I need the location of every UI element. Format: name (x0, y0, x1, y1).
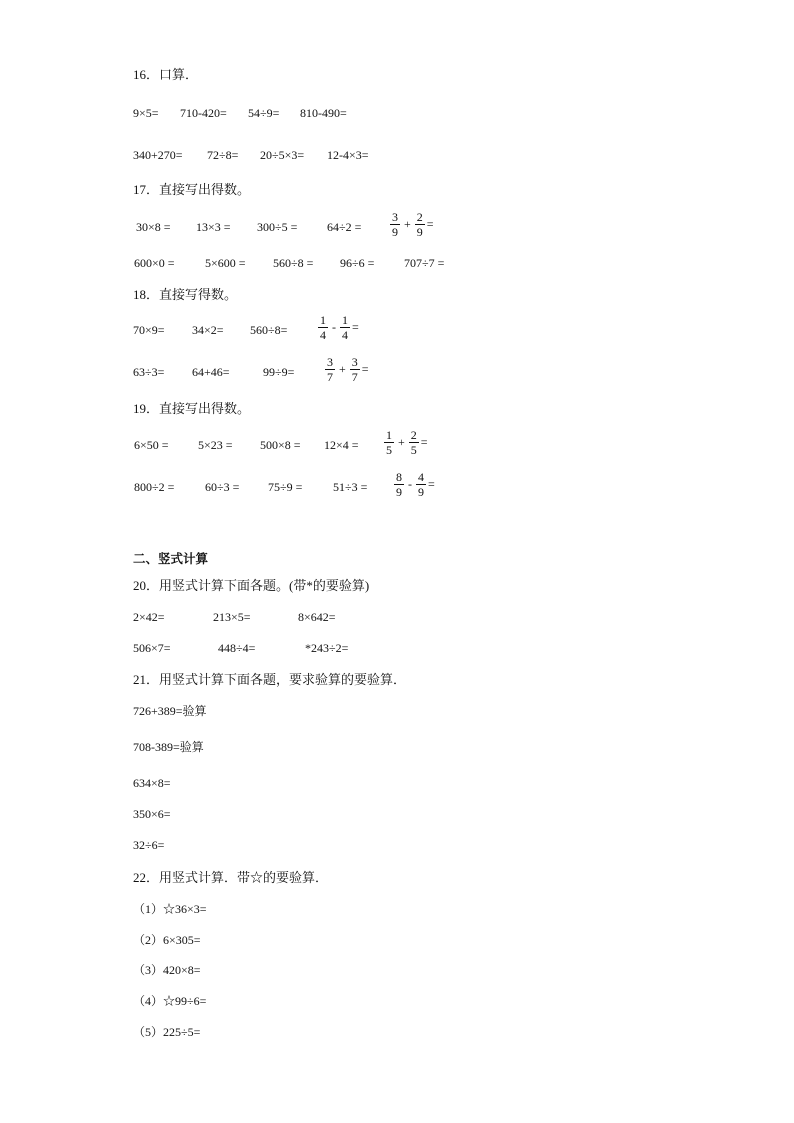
q20-title: 20．用竖式计算下面各题。(带*的要验算) (133, 578, 370, 593)
q21-item2: 708-389=验算 (133, 740, 204, 754)
q19-r1-item3: 500×8 = (260, 438, 301, 452)
operator: - (332, 320, 336, 334)
q17-title: 17．直接写出得数。 (133, 182, 251, 197)
fraction (394, 470, 404, 499)
q22-item3: （3）420×8= (133, 963, 201, 977)
fraction (350, 355, 360, 384)
denominator: 5 (386, 443, 392, 457)
q18-r2-fraction-expr (323, 355, 369, 384)
q18-r2-item3: 99÷9= (263, 365, 295, 379)
q17-r1-item4: 64÷2 = (327, 220, 362, 234)
q16-title: 16．口算． (133, 67, 199, 82)
denominator: 7 (351, 370, 358, 384)
q22-title: 22．用竖式计算．带☆的要验算． (133, 870, 329, 885)
q16-r1-item2: 710-420= (180, 106, 227, 120)
q20-r1-item3: 8×642= (298, 610, 336, 624)
q19-r1-item1: 6×50 = (134, 438, 169, 452)
fraction (409, 428, 419, 457)
q17-r2-item3: 560÷8 = (273, 256, 314, 270)
q16-r2-item2: 72÷8= (207, 148, 239, 162)
numerator: 1 (386, 428, 392, 442)
q18-r1-item1: 70×9= (133, 323, 165, 337)
operator: + (404, 217, 411, 231)
q17-r2-item1: 600×0 = (134, 256, 175, 270)
q16-r1-item4: 810-490= (300, 106, 347, 120)
q18-title: 18．直接写得数。 (133, 287, 238, 302)
numerator: 2 (410, 428, 417, 442)
q21-item1: 726+389=验算 (133, 704, 207, 718)
q16-r2-item1: 340+270= (133, 148, 183, 162)
numerator: 3 (351, 355, 358, 369)
q16-r1-item3: 54÷9= (248, 106, 280, 120)
fraction (390, 210, 400, 239)
q19-r1-item4: 12×4 = (324, 438, 359, 452)
q18-r1-item2: 34×2= (192, 323, 224, 337)
numerator: 1 (342, 313, 348, 327)
q20-r2-item1: 506×7= (133, 641, 171, 655)
denominator: 5 (410, 443, 417, 457)
q16-r2-item3: 20÷5×3= (260, 148, 305, 162)
q19-r2-item1: 800÷2 = (134, 480, 175, 494)
operator: + (398, 435, 405, 449)
q18-r2-item1: 63÷3= (133, 365, 165, 379)
q17-r2-item2: 5×600 = (205, 256, 246, 270)
q18-r1-item3: 560÷8= (250, 323, 288, 337)
fraction (416, 470, 426, 499)
numerator: 8 (396, 470, 402, 484)
equals: = (426, 217, 434, 231)
q20-r1-item2: 213×5= (213, 610, 251, 624)
denominator: 9 (416, 225, 423, 239)
denominator: 4 (320, 328, 326, 342)
q21-item3: 634×8= (133, 776, 171, 790)
q19-r2-item3: 75÷9 = (268, 480, 303, 494)
q17-r2-item4: 96÷6 = (340, 256, 375, 270)
denominator: 9 (418, 485, 424, 499)
fraction (415, 210, 425, 239)
denominator: 9 (396, 485, 402, 499)
q17-r2-item5: 707÷7 = (404, 256, 445, 270)
q22-item2: （2）6×305= (133, 933, 201, 947)
q21-title: 21．用竖式计算下面各题，要求验算的要验算． (133, 672, 407, 687)
q21-item5: 32÷6= (133, 838, 165, 852)
equals: = (352, 320, 359, 334)
fraction (384, 428, 394, 457)
q17-r1-fraction-expr (388, 210, 434, 239)
numerator: 3 (327, 355, 333, 369)
q17-r1-item2: 13×3 = (196, 220, 231, 234)
q19-title: 19．直接写出得数。 (133, 401, 251, 416)
operator: - (408, 477, 412, 491)
q17-r1-item3: 300÷5 = (257, 220, 298, 234)
q21-item4: 350×6= (133, 807, 171, 821)
q20-r2-item2: 448÷4= (218, 641, 256, 655)
equals: = (428, 477, 435, 491)
q22-item5: （5）225÷5= (133, 1025, 201, 1039)
q16-r2-item4: 12-4×3= (327, 148, 369, 162)
q18-r2-item2: 64+46= (192, 365, 230, 379)
numerator: 4 (418, 470, 424, 484)
operator: + (339, 362, 346, 376)
numerator: 2 (416, 210, 423, 224)
fraction (318, 313, 328, 342)
q17-r1-item1: 30×8 = (136, 220, 171, 234)
section-heading: 二、竖式计算 (133, 551, 209, 566)
q18-r1-fraction-expr (316, 313, 359, 342)
q16-r1-item1: 9×5= (133, 106, 159, 120)
fraction (340, 313, 350, 342)
q19-r1-fraction-expr (382, 428, 428, 457)
equals: = (420, 435, 428, 449)
denominator: 4 (342, 328, 348, 342)
numerator: 3 (392, 210, 398, 224)
denominator: 9 (392, 225, 398, 239)
q19-r2-fraction-expr (392, 470, 435, 499)
q19-r2-item2: 60÷3 = (205, 480, 240, 494)
q19-r2-item4: 51÷3 = (333, 480, 368, 494)
denominator: 7 (327, 370, 333, 384)
fraction (325, 355, 335, 384)
q20-r1-item1: 2×42= (133, 610, 165, 624)
equals: = (361, 362, 369, 376)
q20-r2-item3: *243÷2= (305, 641, 349, 655)
q22-item1: （1）☆36×3= (133, 902, 207, 916)
q19-r1-item2: 5×23 = (198, 438, 233, 452)
q22-item4: （4）☆99÷6= (133, 994, 207, 1008)
numerator: 1 (320, 313, 326, 327)
